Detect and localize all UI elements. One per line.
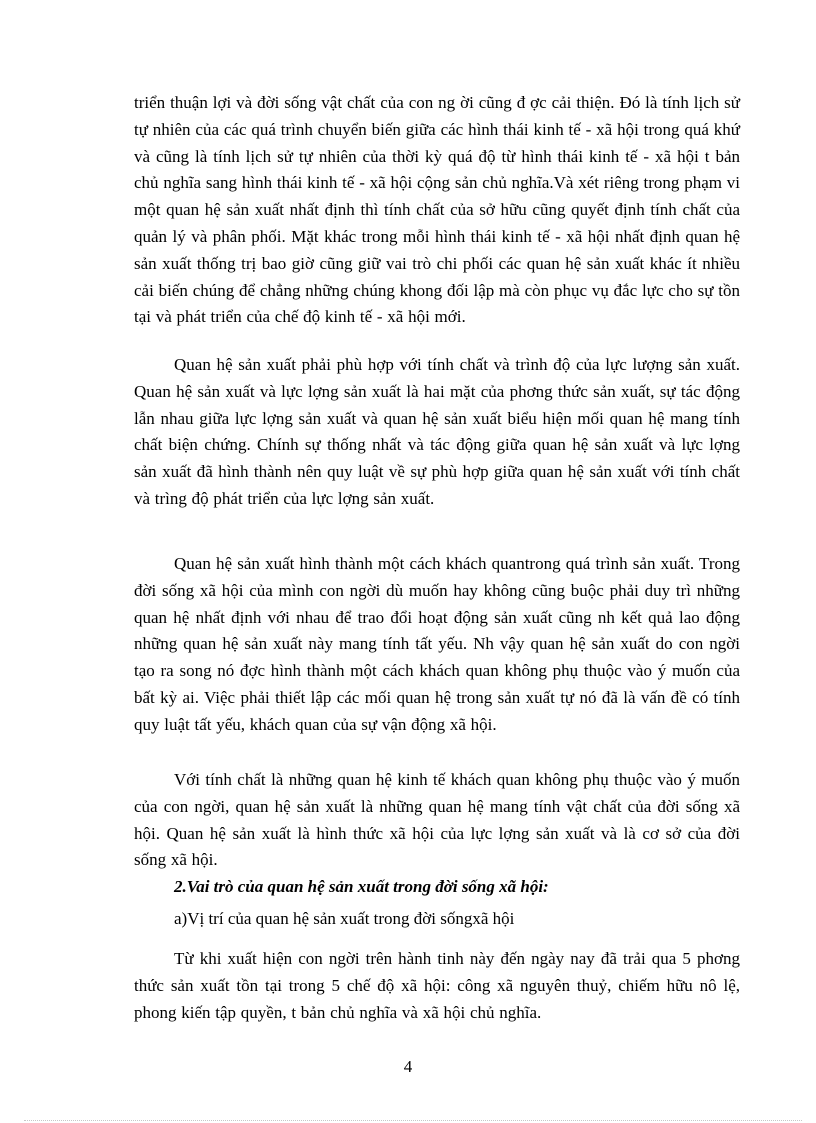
page-bottom-divider	[24, 1120, 802, 1121]
paragraph-3-block	[134, 551, 740, 739]
subsection-heading-block	[134, 906, 740, 933]
paragraph-1-block	[134, 90, 740, 331]
paragraph-5: Từ khi xuất hiện con ngời trên hành tinh này đến ngày nay đã trải qua 5 phơng thức sản xuất tồn tại trong 5 chế độ xã hội: công xã nguyên thuỷ, chiếm hữu nô lệ, phong kiến tập quyền, t bản chủ nghĩa và xã hội chủ nghĩa.	[134, 949, 740, 1022]
page-number: 4	[403, 1057, 413, 1076]
section-heading: 2.Vai trò của quan hệ sản xuất trong đời sống xã hội:	[174, 877, 549, 896]
section-heading-block	[134, 874, 740, 901]
subsection-heading: a)Vị trí của quan hệ sản xuất trong đời sốngxã hội	[174, 909, 515, 928]
paragraph-2-block	[134, 352, 740, 513]
paragraph-4: Với tính chất là những quan hệ kinh tế khách quan không phụ thuộc vào ý muốn của con ngời, quan hệ sản xuất là những quan hệ mang tính vật chất của đời sống xã hội. Quan hệ sản xuất là hình thức xã hội của lực lợng sản xuất và là cơ sở của đời sống xã hội.	[134, 770, 740, 870]
paragraph-2: Quan hệ sản xuất phải phù hợp với tính chất và trình độ của lực lượng sản xuất. Quan hệ sản xuất và lực lợng sản xuất là hai mặt của phơng thức sản xuất, sự tác động lẫn nhau giữa lực lợng sản xuất và quan hệ sản xuất biểu hiện mối quan hệ mang tính chất biện chứng. Chính sự thống nhất và tác động giữa quan hệ sản xuất và lực lợng sản xuất đã hình thành nên quy luật về sự phù hợp giữa quan hệ sản xuất với tính chất và trìng độ phát triển của lực lợng sản xuất.	[134, 355, 740, 508]
paragraph-1: triển thuận lợi và đời sống vật chất của con ng ời cũng đ ợc cải thiện. Đó là tính lịch sử tự nhiên của các quá trình chuyển biến giữa các hình thái kinh tế - xã hội trong quá khứ và cũng là tính lịch sử tự nhiên của thời kỳ quá độ từ hình thái kinh tế - xã hội t bản chủ nghĩa sang hình thái kinh tế - xã hội cộng sản chủ nghĩa.Và xét riêng trong phạm vi một quan hệ sản xuất nhất định thì tính chất của sở hữu cũng quyết định tính chất của quản lý và phân phối. Mặt khác trong mỗi hình thái kinh tế - xã hội nhất định quan hệ sản xuất thống trị bao giờ cũng giữ vai trò chi phối các quan hệ sản xuất khác ít nhiều cải biến chúng để chẳng những chúng khong đối lập mà còn phục vụ đắc lực cho sự tồn tại và phát triển của chế độ kinh tế - xã hội mới.	[134, 93, 740, 327]
paragraph-3: Quan hệ sản xuất hình thành một cách khách quantrong quá trình sản xuất. Trong đời sống xã hội của mình con ngời dù muốn hay không cũng buộc phải duy trì những quan hệ nhất định với nhau để trao đổi hoạt động sản xuất cũng nh kết quả lao động những quan hệ sản xuất này mang tính tất yếu. Nh vậy quan hệ sản xuất do con ngời tạo ra song nó đợc hình thành một cách khách quan không phụ thuộc vào ý muốn của bất kỳ ai. Việc phải thiết lập các mối quan hệ trong sản xuất tự nó đã là vấn đề có tính quy luật tất yếu, khách quan của sự vận động xã hội.	[134, 554, 740, 734]
paragraph-4-block	[134, 767, 740, 874]
paragraph-5-block	[134, 946, 740, 1026]
